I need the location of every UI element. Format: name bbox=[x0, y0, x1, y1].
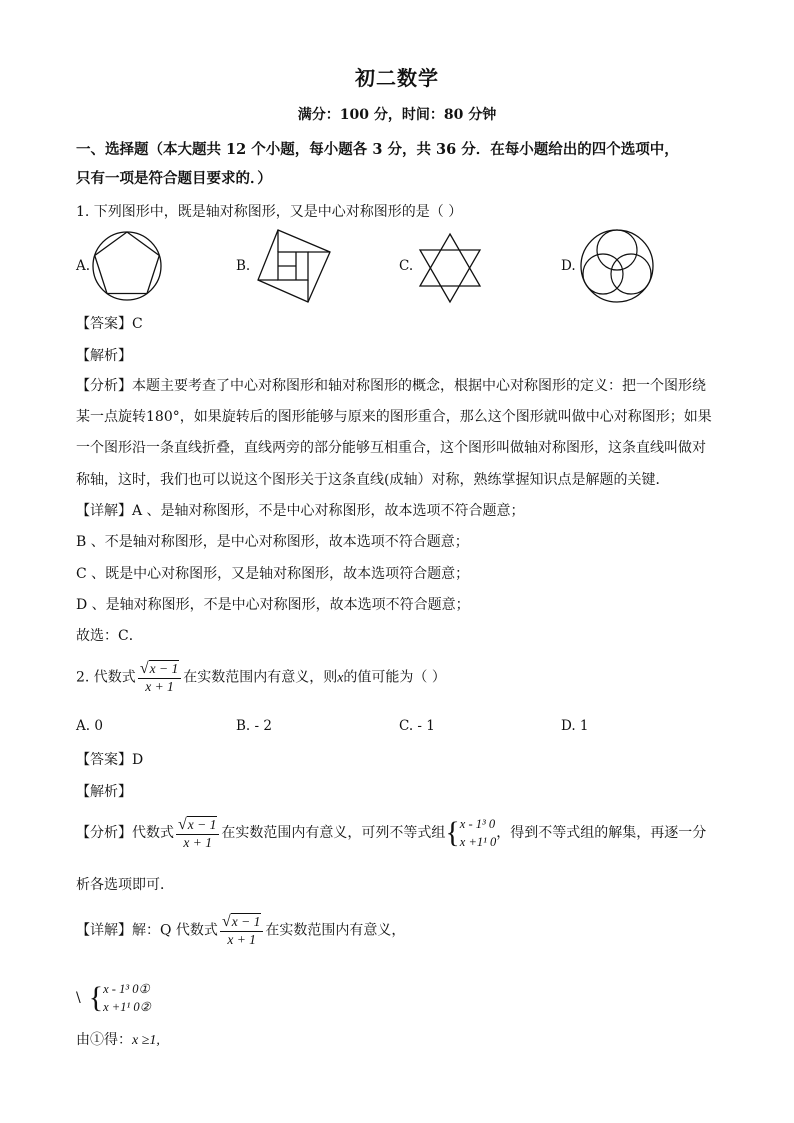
q1-conclusion: 故选：C． bbox=[76, 628, 143, 644]
q2-stem: 2. 代数式 $\frac{√x - 1}{x + 1}$ 在实数范围内有意义，则x的值可能为（ ） bbox=[76, 660, 446, 695]
section-heading-line1: 一、选择题（本大题共 12 个小题，每小题各 3 分，共 36 分．在每小题给出的四个选项中， bbox=[76, 141, 679, 158]
q1-option-d-figure bbox=[579, 228, 655, 304]
q1-option-b-figure bbox=[256, 228, 332, 304]
q2-answer: 【答案】D bbox=[76, 752, 144, 768]
q1-answer: 【答案】C bbox=[76, 316, 143, 332]
q1-analysis-line3: 一个图形沿一条直线折叠，直线两旁的部分能够互相重合，这个图形叫做轴对称图形，这条直线叫做对 bbox=[76, 440, 706, 456]
q1-detail-line2: B 、不是轴对称图形，是中心对称图形，故本选项不符合题意； bbox=[76, 534, 469, 550]
q1-analysis-line2: 某一点旋转180°，如果旋转后的图形能够与原来的图形重合，那么这个图形就叫做中心对称图形；如果 bbox=[76, 409, 712, 425]
q2-option-c: C. - 1 bbox=[399, 718, 435, 734]
section-heading-line2: 只有一项是符合题目要求的．） bbox=[76, 170, 272, 187]
q1-analysis-line1: 【分析】本题主要考查了中心对称图形和轴对称图形的概念，根据中心对称图形的定义：把一个图形绕 bbox=[76, 378, 706, 394]
q1-detail-line3: C 、既是中心对称图形，又是轴对称图形，故本选项符合题意； bbox=[76, 566, 470, 582]
q1-option-a-label: A. bbox=[76, 258, 91, 274]
q2-analysis-line2: 析各选项即可． bbox=[76, 877, 174, 893]
q1-option-b-label: B. bbox=[236, 258, 251, 274]
q1-analysis-label: 【解析】 bbox=[76, 348, 132, 364]
q1-detail-line4: D 、是轴对称图形，不是中心对称图形，故本选项不符合题意； bbox=[76, 597, 470, 613]
q1-stem: 1. 下列图形中，既是轴对称图形，又是中心对称图形的是（ ） bbox=[76, 204, 463, 220]
q1-analysis-line4: 称轴，这时，我们也可以说这个图形关于这条直线(成轴）对称，熟练掌握知识点是解题的关键． bbox=[76, 472, 670, 488]
q2-detail-system: \ {x - 1³ 0① x +1¹ 0② bbox=[76, 981, 151, 1014]
q1-option-c-label: C. bbox=[399, 258, 414, 274]
q2-fraction: $\frac{√x - 1}{x + 1}$ bbox=[138, 660, 181, 695]
q1-detail-line1: 【详解】A 、是轴对称图形，不是中心对称图形，故本选项不符合题意； bbox=[76, 503, 525, 519]
q2-from1: 由①得：x ≥1, bbox=[76, 1032, 160, 1048]
q2-inequality-system: {x - 1³ 0 x +1¹ 0 bbox=[445, 816, 497, 849]
q2-analysis-label: 【解析】 bbox=[76, 784, 132, 800]
q2-detail-line1: 【详解】解：Q 代数式 $\frac{√x - 1}{x + 1}$ 在实数范围内有意义， bbox=[76, 913, 406, 948]
q1-option-c-figure bbox=[416, 232, 484, 304]
page-subtitle: 满分：100 分，时间：80 分钟 bbox=[297, 107, 497, 123]
q2-analysis-fraction: $\frac{√x - 1}{x + 1}$ bbox=[176, 816, 219, 851]
q2-option-a: A. 0 bbox=[76, 718, 103, 734]
q1-option-d-label: D. bbox=[561, 258, 576, 274]
q1-option-a-figure bbox=[91, 230, 163, 302]
q2-detail-fraction: $\frac{√x - 1}{x + 1}$ bbox=[220, 913, 263, 948]
q2-analysis-line1: 【分析】代数式 $\frac{√x - 1}{x + 1}$ 在实数范围内有意义，可列不等式组{x - 1³ 0 x +1¹ 0，得到不等式组的解集，再逐一分 bbox=[76, 815, 707, 850]
q2-option-d: D. 1 bbox=[561, 718, 589, 734]
q2-option-b: B. - 2 bbox=[236, 718, 272, 734]
page-title: 初二数学 bbox=[355, 66, 439, 90]
